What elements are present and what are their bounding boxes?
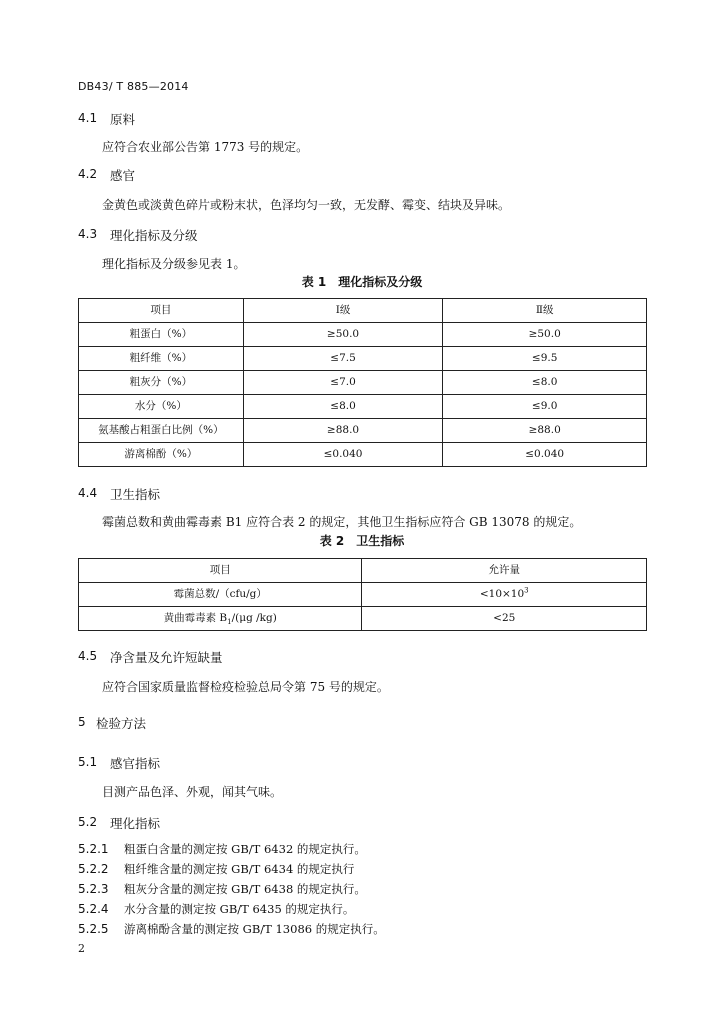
item-5-2-2-number: 5.2.2 <box>78 862 109 876</box>
table-cell: 粗灰分（%） <box>79 371 244 395</box>
section-4-4-text: 霉菌总数和黄曲霉毒素 B1 应符合表 2 的规定，其他卫生指标应符合 GB 13078 的规定。 <box>102 515 582 529</box>
table-cell: 霉菌总数/（cfu/g） <box>79 583 362 607</box>
table-cell: ≥88.0 <box>243 419 443 443</box>
section-4-1-number: 4.1 <box>78 111 98 125</box>
table-1-header-grade1: Ⅰ级 <box>243 299 443 323</box>
table-2-header-item: 项目 <box>79 559 362 583</box>
table-1-header-row <box>79 299 647 323</box>
table-row <box>79 419 647 443</box>
aflatoxin-unit: /(μg /kg) <box>231 612 277 624</box>
section-4-3-title: 理化指标及分级 <box>110 228 198 243</box>
table-2-header-row <box>79 559 647 583</box>
item-5-2-3-number: 5.2.3 <box>78 882 109 896</box>
item-5-2-4-text: 水分含量的测定按 GB/T 6435 的规定执行。 <box>124 902 355 916</box>
page-number: 2 <box>78 942 85 955</box>
table-row <box>79 607 647 631</box>
doc-code-header: DB43/ T 885—2014 <box>78 80 189 93</box>
table-2 <box>78 558 647 631</box>
table-cell: ≤7.0 <box>243 371 443 395</box>
section-4-5-title: 净含量及允许短缺量 <box>110 650 223 665</box>
aflatoxin-subscript: 1 <box>227 618 232 627</box>
table-1 <box>78 298 647 467</box>
mold-count-value: <10×10 <box>479 588 525 600</box>
section-4-4-number: 4.4 <box>78 486 98 500</box>
table-cell <box>362 583 647 607</box>
table-1-caption: 表 1 理化指标及分级 <box>301 275 423 289</box>
section-4-3-text: 理化指标及分级参见表 1。 <box>102 257 246 271</box>
table-2-caption: 表 2 卫生指标 <box>319 534 405 548</box>
table-cell: ≤8.0 <box>243 395 443 419</box>
item-5-2-3-text: 粗灰分含量的测定按 GB/T 6438 的规定执行。 <box>124 882 366 896</box>
table-cell: ≤7.5 <box>243 347 443 371</box>
table-cell: 氨基酸占粗蛋白比例（%） <box>79 419 244 443</box>
section-5-1-title: 感官指标 <box>110 756 161 771</box>
table-row <box>79 371 647 395</box>
item-5-2-4-number: 5.2.4 <box>78 902 109 916</box>
table-cell: ≥88.0 <box>443 419 647 443</box>
table-row <box>79 583 647 607</box>
table-row <box>79 347 647 371</box>
section-4-2-text: 金黄色或淡黄色碎片或粉末状，色泽均匀一致，无发酵、霉变、结块及异味。 <box>102 198 511 212</box>
section-5-title: 检验方法 <box>96 716 147 731</box>
aflatoxin-label: 黄曲霉毒素 B <box>163 612 228 624</box>
table-cell: 粗纤维（%） <box>79 347 244 371</box>
table-row <box>79 323 647 347</box>
table-cell: ≤0.040 <box>243 443 443 467</box>
section-4-4-title: 卫生指标 <box>110 487 161 502</box>
section-5-number: 5 <box>78 715 86 729</box>
table-cell: ≤8.0 <box>443 371 647 395</box>
item-5-2-5-number: 5.2.5 <box>78 922 109 936</box>
section-4-3-number: 4.3 <box>78 227 98 241</box>
section-5-1-text: 目测产品色泽、外观，闻其气味。 <box>102 785 283 799</box>
table-2-header-allowance: 允许量 <box>362 559 647 583</box>
table-cell: 粗蛋白（%） <box>79 323 244 347</box>
mold-count-exponent: 3 <box>524 586 529 595</box>
section-4-2-number: 4.2 <box>78 167 98 181</box>
table-cell: ≥50.0 <box>243 323 443 347</box>
section-4-2-title: 感官 <box>110 168 136 183</box>
table-cell: 水分（%） <box>79 395 244 419</box>
table-cell: ≤9.5 <box>443 347 647 371</box>
item-5-2-2-text: 粗纤维含量的测定按 GB/T 6434 的规定执行 <box>124 862 355 876</box>
table-cell: ≤9.0 <box>443 395 647 419</box>
item-5-2-1-number: 5.2.1 <box>78 842 109 856</box>
section-4-1-text: 应符合农业部公告第 1773 号的规定。 <box>102 140 309 154</box>
table-cell: ≥50.0 <box>443 323 647 347</box>
section-5-2-number: 5.2 <box>78 815 98 829</box>
section-4-5-number: 4.5 <box>78 649 98 663</box>
table-cell: <25 <box>362 607 647 631</box>
section-5-1-number: 5.1 <box>78 755 98 769</box>
table-1-header-grade2: Ⅱ级 <box>443 299 647 323</box>
table-cell: 游离棉酚（%） <box>79 443 244 467</box>
item-5-2-5-text: 游离棉酚含量的测定按 GB/T 13086 的规定执行。 <box>124 922 385 936</box>
table-cell: ≤0.040 <box>443 443 647 467</box>
item-5-2-1-text: 粗蛋白含量的测定按 GB/T 6432 的规定执行。 <box>124 842 366 856</box>
table-row <box>79 443 647 467</box>
section-5-2-title: 理化指标 <box>110 816 161 831</box>
section-4-5-text: 应符合国家质量监督检疫检验总局令第 75 号的规定。 <box>102 680 389 694</box>
section-4-1-title: 原料 <box>110 112 136 127</box>
table-1-header-item: 项目 <box>79 299 244 323</box>
table-cell <box>79 607 362 631</box>
table-row <box>79 395 647 419</box>
